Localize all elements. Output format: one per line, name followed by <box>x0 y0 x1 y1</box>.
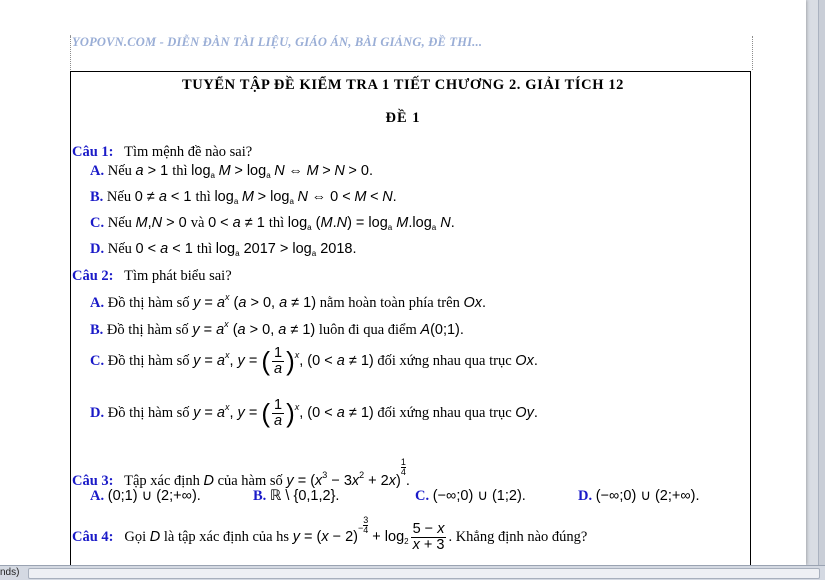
question-text: của hàm số <box>217 473 283 489</box>
question-3-option-d: D. (−∞;0) ∪ (2;+∞). <box>578 488 700 504</box>
option-label: D. <box>90 404 105 421</box>
option-text: luôn đi qua điểm <box>318 322 417 338</box>
option-label: C. <box>90 215 105 231</box>
question-1 <box>72 144 252 161</box>
option-label: B. <box>90 322 104 338</box>
status-bar <box>0 565 825 580</box>
option-label: D. <box>90 241 105 257</box>
question-2 <box>72 268 232 285</box>
vertical-scrollbar[interactable] <box>818 0 825 565</box>
document-title: TUYỂN TẬP ĐỀ KIỂM TRA 1 TIẾT CHƯƠNG 2. GIẢI TÍCH 12 <box>181 77 625 93</box>
question-3-option-c: C. (−∞;0) ∪ (1;2). <box>415 488 526 504</box>
question-label: Câu 4: <box>72 529 114 545</box>
question-text: . Khẳng định nào đúng? <box>448 529 588 545</box>
option-text: và <box>190 215 205 231</box>
question-2-option-a: A. Đồ thị hàm số $y = a^x$ (a > 0, a ≠ 1) nằm hoàn toàn phía trên Ox. <box>90 292 487 311</box>
question-2-option-c: C. Đồ thị hàm số $y = a^x$, y = ( $\frac{1}{a}$ )$^x$, (0 < a ≠ 1) đối xứng nhau qua trục Ox. <box>90 345 538 377</box>
option-text: Đồ thị hàm số <box>106 322 189 338</box>
question-2-option-d: D. Đồ thị hàm số $y = a^x$, y = ( $\frac{1}{a}$ )$^x$, (0 < a ≠ 1) đối xứng nhau qua trục Oy. <box>90 397 538 429</box>
question-stem: Tìm mệnh đề nào sai? <box>124 144 253 160</box>
header-frame <box>70 36 753 70</box>
option-label: C. <box>90 352 105 369</box>
horizontal-scrollbar[interactable] <box>28 568 820 579</box>
document-subtitle: ĐỀ 1 <box>385 110 421 126</box>
question-text: là tập xác định của hs <box>163 529 290 545</box>
option-text: Đồ thị hàm số <box>107 404 190 421</box>
question-3-option-a: A. (0;1) ∪ (2;+∞). <box>90 488 201 504</box>
option-text: thì <box>196 241 213 257</box>
question-1-option-d: D. Nếu 0 < a < 1 thì $\log_a 2017 > \log_a 2018$. <box>90 241 357 258</box>
option-label: A. <box>90 488 105 504</box>
question-3: Câu 3: Tập xác định D của hàm số $y = (x^3 - 3x^2 + 2x)$ $\frac{1}{4}$ . <box>72 457 410 489</box>
question-2-option-b: B. Đồ thị hàm số $y = a^x$ (a > 0, a ≠ 1) luôn đi qua điểm A(0;1). <box>90 319 464 338</box>
option-label: B. <box>253 488 267 504</box>
option-label: A. <box>90 295 105 311</box>
option-label: A. <box>90 163 105 179</box>
page-header: YOPOVN.COM - DIỄN ĐÀN TÀI LIỆU, GIÁO ÁN, BÀI GIẢNG, ĐỀ THI... <box>72 35 483 49</box>
option-text: thì <box>195 189 211 205</box>
option-label: B. <box>90 189 104 205</box>
question-label: Câu 1: <box>72 144 114 160</box>
option-label: C. <box>415 488 430 504</box>
option-label: D. <box>578 488 593 504</box>
option-text: Nếu <box>107 241 132 257</box>
status-text: nds) <box>0 567 20 578</box>
question-4: Câu 4: Gọi D là tập xác định của hs y = (x − 2) − $\frac{3}{4}$ + $\log_2$ $\frac{5 - x}{x + 3}$ . Khẳng định nào đúng? <box>72 515 588 554</box>
question-1-option-a: A. Nếu a > 1 thì $\log_a M > \log_a N$ ⇔ M > N > 0. <box>90 163 374 180</box>
option-text: đối xứng nhau qua trục <box>377 404 512 421</box>
option-text: thì <box>268 215 285 231</box>
option-text: Nếu <box>106 189 132 205</box>
question-stem: Tìm phát biểu sai? <box>124 268 232 284</box>
question-stem: Gọi <box>124 529 147 545</box>
option-text: đối xứng nhau qua trục <box>377 352 512 369</box>
option-text: Đồ thị hàm số <box>107 352 190 369</box>
question-label: Câu 2: <box>72 268 114 284</box>
option-text: nằm hoàn toàn phía trên <box>319 295 460 311</box>
question-label: Câu 3: <box>72 473 114 489</box>
option-text: Nếu <box>107 215 132 231</box>
option-text: Đồ thị hàm số <box>107 295 190 311</box>
question-3-option-b: B. ℝ \ {0,1,2}. <box>253 488 340 504</box>
question-1-option-b: B. Nếu 0 ≠ a < 1 thì $\log_a M > \log_a N$ ⇔ 0 < M < N. <box>90 189 397 206</box>
question-stem: Tập xác định <box>124 473 200 489</box>
question-1-option-c: C. Nếu M,N > 0 và 0 < a ≠ 1 thì $\log_a (M.N) = \log_a M.\log_a$ N. <box>90 215 455 232</box>
option-text: thì <box>172 163 188 179</box>
option-text: Nếu <box>107 163 132 179</box>
